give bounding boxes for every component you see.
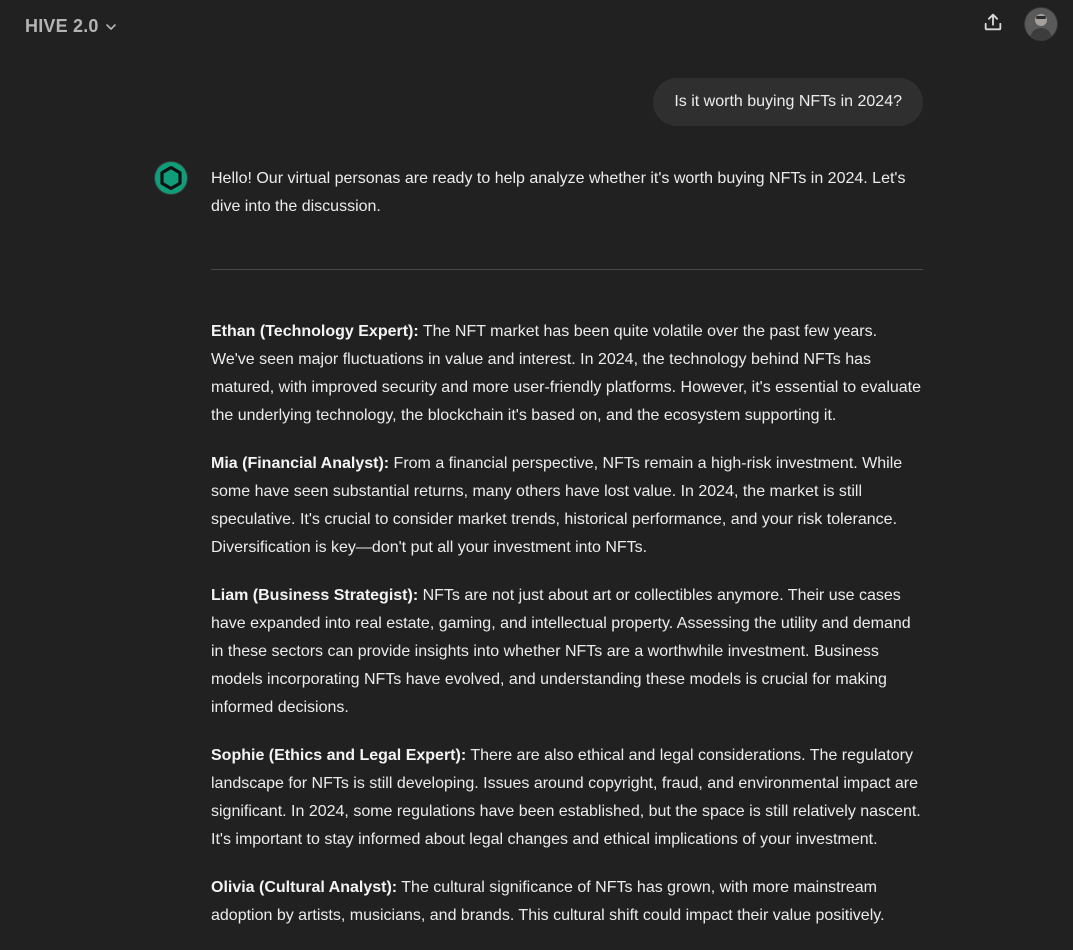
persona-paragraph — [211, 450, 923, 562]
model-switcher-button[interactable] — [13, 10, 129, 42]
persona-paragraph — [211, 874, 923, 930]
persona-text: NFTs are not just about art or collectibles anymore. Their use cases have expanded into real estate, gaming, and intellectual property. Assessing the utility and demand in these sectors can provide insights into whether NFTs are a worthwhile investment. Business models incorporating NFTs have evolved, and understanding these models is crucial for making informed decisions. — [211, 587, 911, 716]
user-message-text: Is it worth buying NFTs in 2024? — [674, 93, 902, 110]
persona-paragraph — [211, 582, 923, 722]
user-avatar[interactable] — [1025, 8, 1057, 40]
model-title: HIVE 2.0 — [25, 15, 99, 36]
persona-text: The cultural significance of NFTs has grown, with more mainstream adoption by artists, musicians, and brands. This cultural shift could impact their value positively. — [211, 879, 885, 924]
persona-text: There are also ethical and legal considerations. The regulatory landscape for NFTs is still developing. Issues around copyright, fraud, and environmental impact are significant. In 2024, some regulations have been established, but the space is still relatively nascent. It's important to stay informed about legal changes and ethical implications of your investment. — [211, 747, 921, 848]
chevron-down-icon — [105, 20, 117, 32]
persona-text: The NFT market has been quite volatile over the past few years. We've seen major fluctuations in value and interest. In 2024, the technology behind NFTs has matured, with improved security and more user-friendly platforms. However, it's essential to evaluate the underlying technology, the blockchain it's based on, and the ecosystem supporting it. — [211, 323, 922, 424]
persona-name: Ethan (Technology Expert): — [211, 323, 419, 340]
persona-name: Mia (Financial Analyst): — [211, 455, 390, 472]
top-bar — [0, 0, 1073, 52]
assistant-message — [211, 165, 923, 950]
persona-name: Sophie (Ethics and Legal Expert): — [211, 747, 467, 764]
divider — [211, 269, 923, 270]
persona-text: From a financial perspective, NFTs remain a high-risk investment. While some have seen substantial returns, many others have lost value. In 2024, the market is still speculative. It's crucial to consider market trends, historical performance, and your risk tolerance. Diversification is key—don't put all your investment into NFTs. — [211, 455, 903, 556]
share-icon — [982, 11, 1004, 38]
assistant-intro: Hello! Our virtual personas are ready to help analyze whether it's worth buying NFTs in 2024. Let's dive into the discussion. — [211, 170, 906, 215]
persona-paragraph — [211, 318, 923, 430]
persona-name: Olivia (Cultural Analyst): — [211, 879, 398, 896]
persona-paragraph — [211, 742, 923, 854]
hexagon-logo-icon — [155, 162, 187, 194]
user-message-bubble — [653, 78, 923, 126]
share-button[interactable] — [977, 8, 1009, 40]
persona-name: Liam (Business Strategist): — [211, 587, 419, 604]
